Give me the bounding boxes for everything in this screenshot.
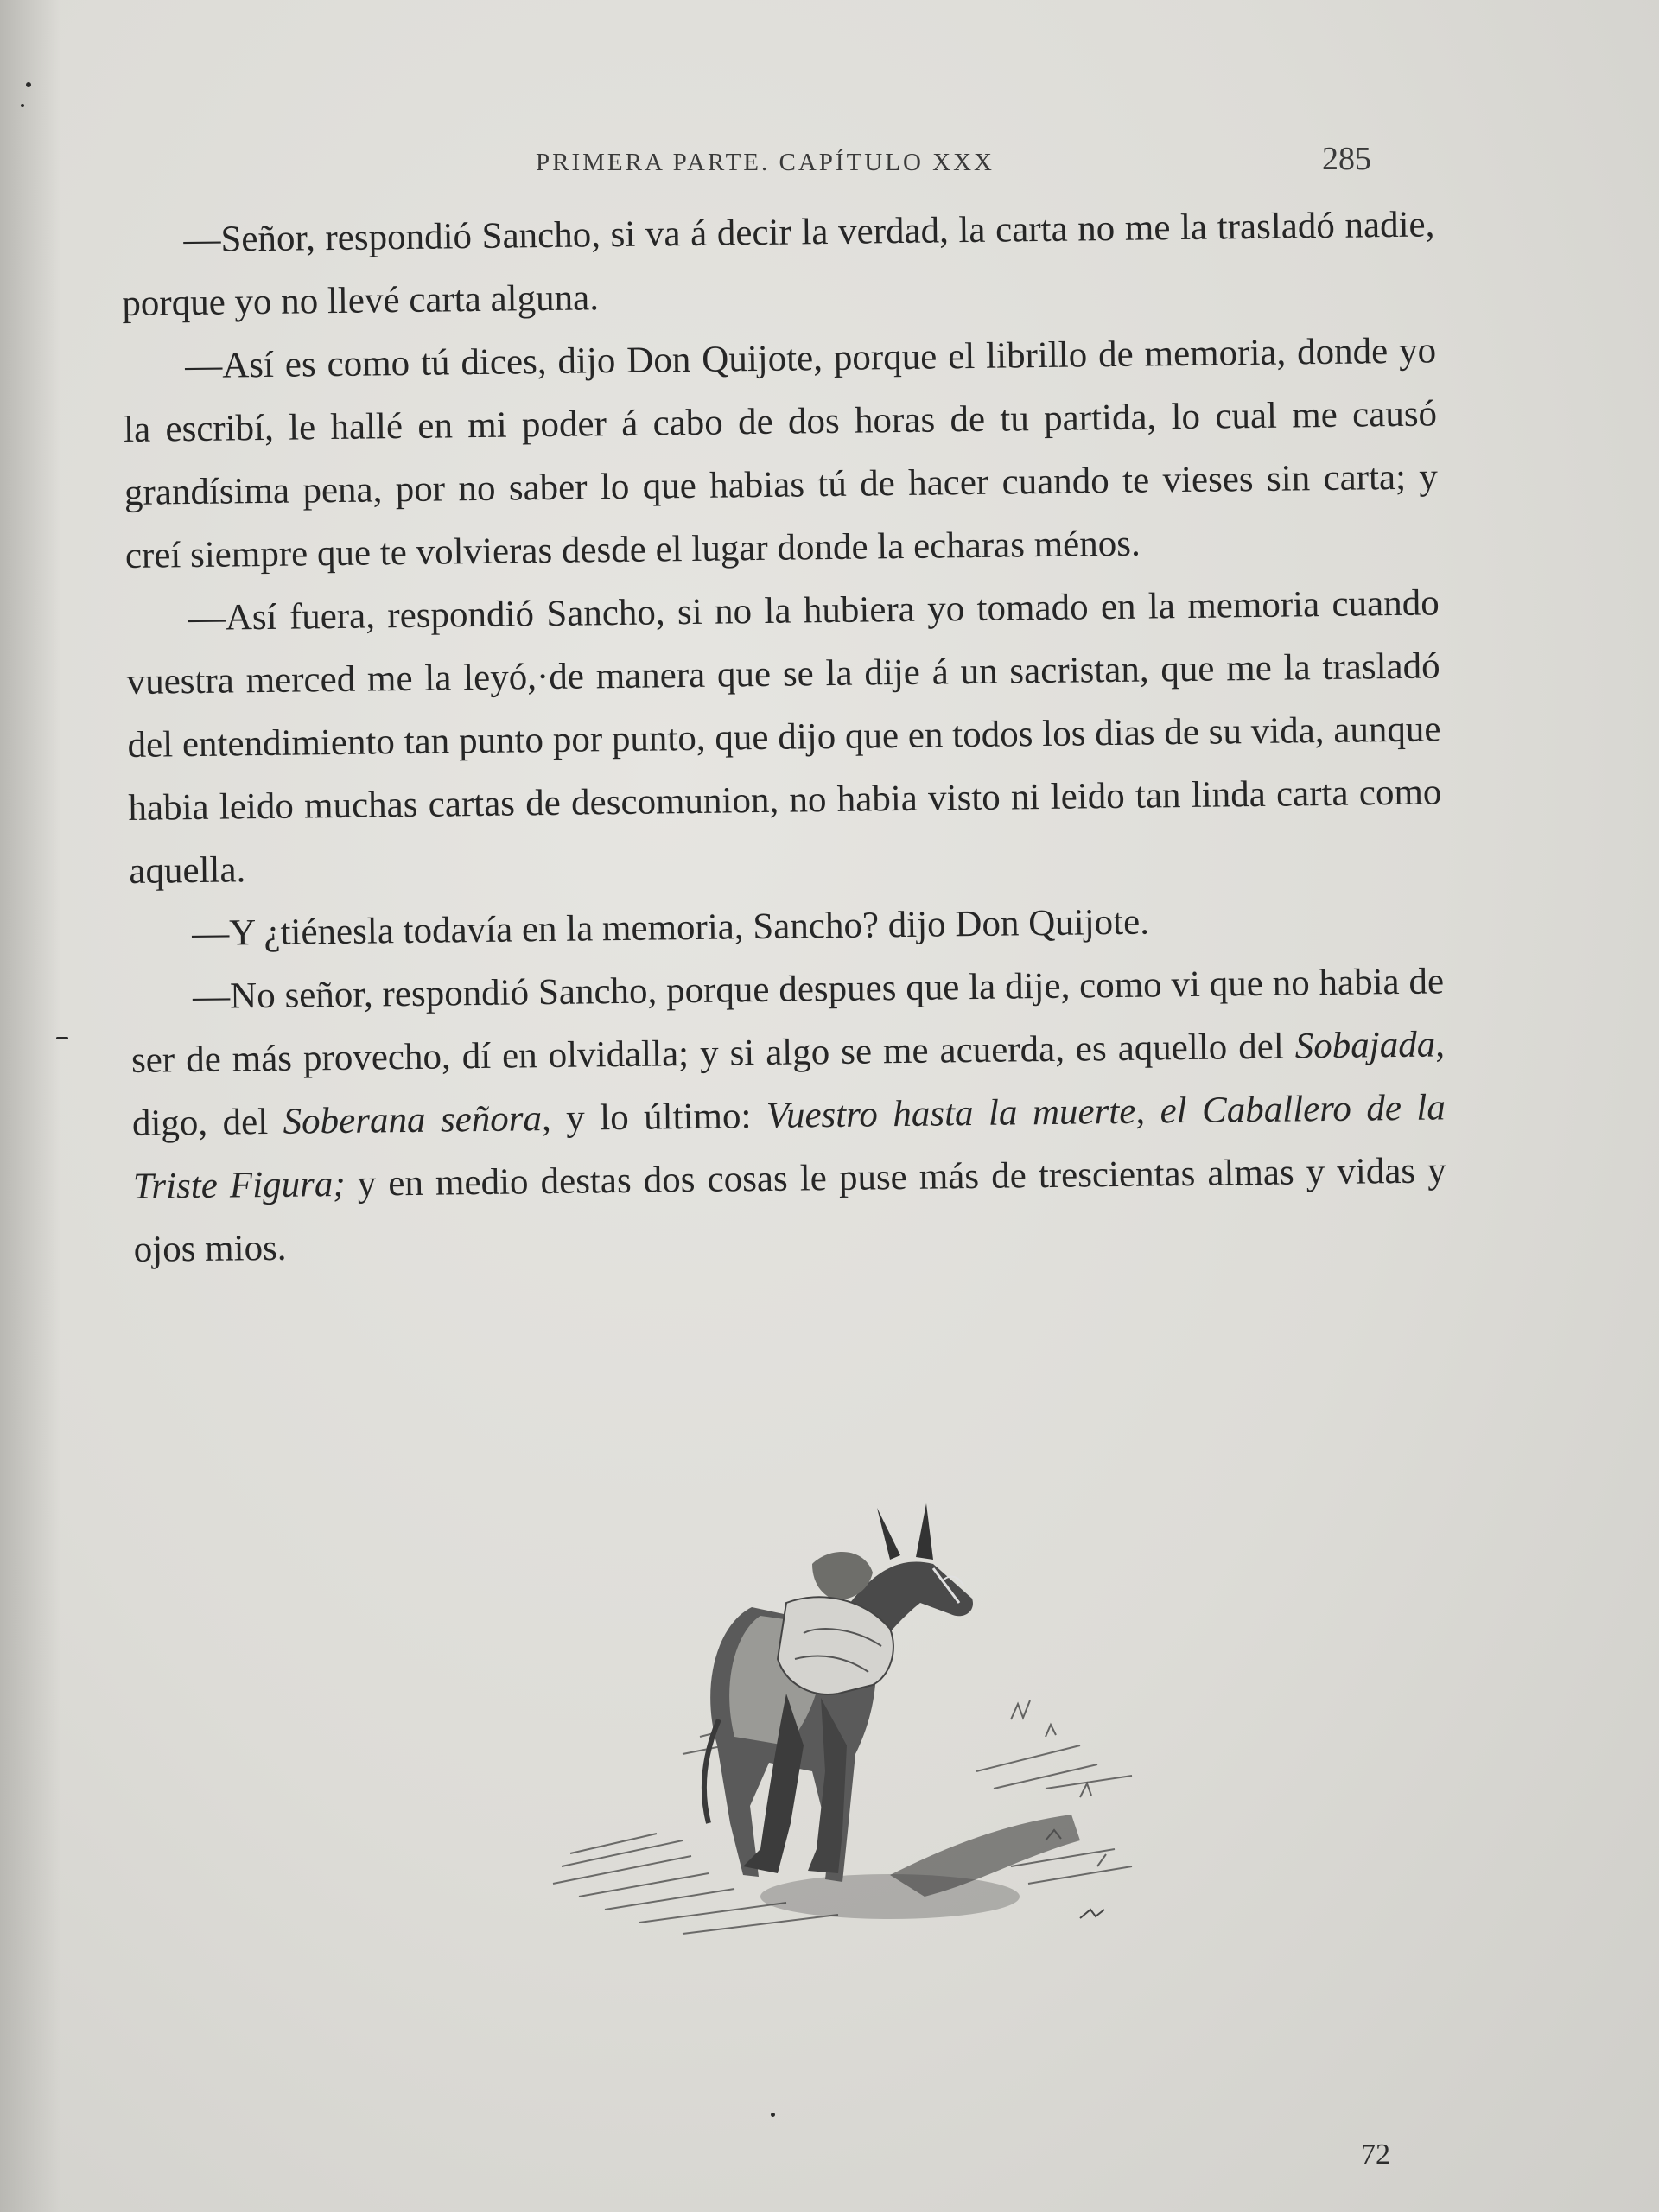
text-run: —No señor, respondió Sancho, porque despues que la dije, como vi que no habia de ser de más provecho, dí en olvidalla; y si algo se me acuerda, es aquello del	[130, 961, 1445, 1081]
body-text	[121, 193, 1447, 1281]
paragraph: —Señor, respondió Sancho, si va á decir la verdad, la carta no me la trasladó nadie, porque yo no llevé carta alguna.	[122, 204, 1435, 324]
text-run: , digo, del	[131, 1024, 1446, 1144]
running-head: PRIMERA PARTE. CAPÍTULO XXX	[536, 149, 995, 176]
italic-run: Vuestro hasta la muerte, el Caballero de la Triste Figura;	[132, 1087, 1446, 1207]
italic-run: Soberana señora	[283, 1098, 543, 1142]
ink-speck	[21, 104, 24, 107]
text-run: , y lo último:	[541, 1095, 767, 1140]
ink-speck	[26, 82, 31, 87]
text-run: y en medio destas dos cosas le puse más de trescientas almas y vidas y ojos mios.	[133, 1150, 1446, 1270]
paragraph: —Así es como tú dices, dijo Don Quijote, porque el librillo de memoria, donde yo la escribí, le hallé en mi poder á cabo de dos horas de tu partida, lo cual me causó grandísima pena, por no saber lo que habias tú de hacer cuando te vieses sin carta; y creí siempre que te volvieras desde el lugar donde la echaras ménos.	[123, 330, 1439, 576]
paragraph: —Así fuera, respondió Sancho, si no la hubiera yo tomado en la memoria cuando vuestra merced me la leyó,·de manera que se la dije á un sacristan, que me la trasladó del entendimiento tan punto por punto, que dijo que en todos los dias de su vida, aunque habia leido muchas cartas de descomunion, no habia visto ni leido tan linda carta como aquella.	[126, 582, 1442, 892]
engraving-man-embracing-donkey-icon	[527, 1460, 1149, 1944]
italic-run: Sobajada	[1294, 1024, 1436, 1067]
paragraph: —Y ¿tiénesla todavía en la memoria, Sancho? dijo Don Quijote.	[191, 901, 1150, 955]
ink-speck	[771, 2113, 775, 2117]
gutter-shadow	[0, 0, 60, 2212]
ink-speck	[56, 1037, 68, 1039]
paragraph-last	[130, 950, 1447, 1281]
signature-mark: 72	[1361, 2139, 1390, 2171]
page-number: 285	[1322, 141, 1371, 177]
